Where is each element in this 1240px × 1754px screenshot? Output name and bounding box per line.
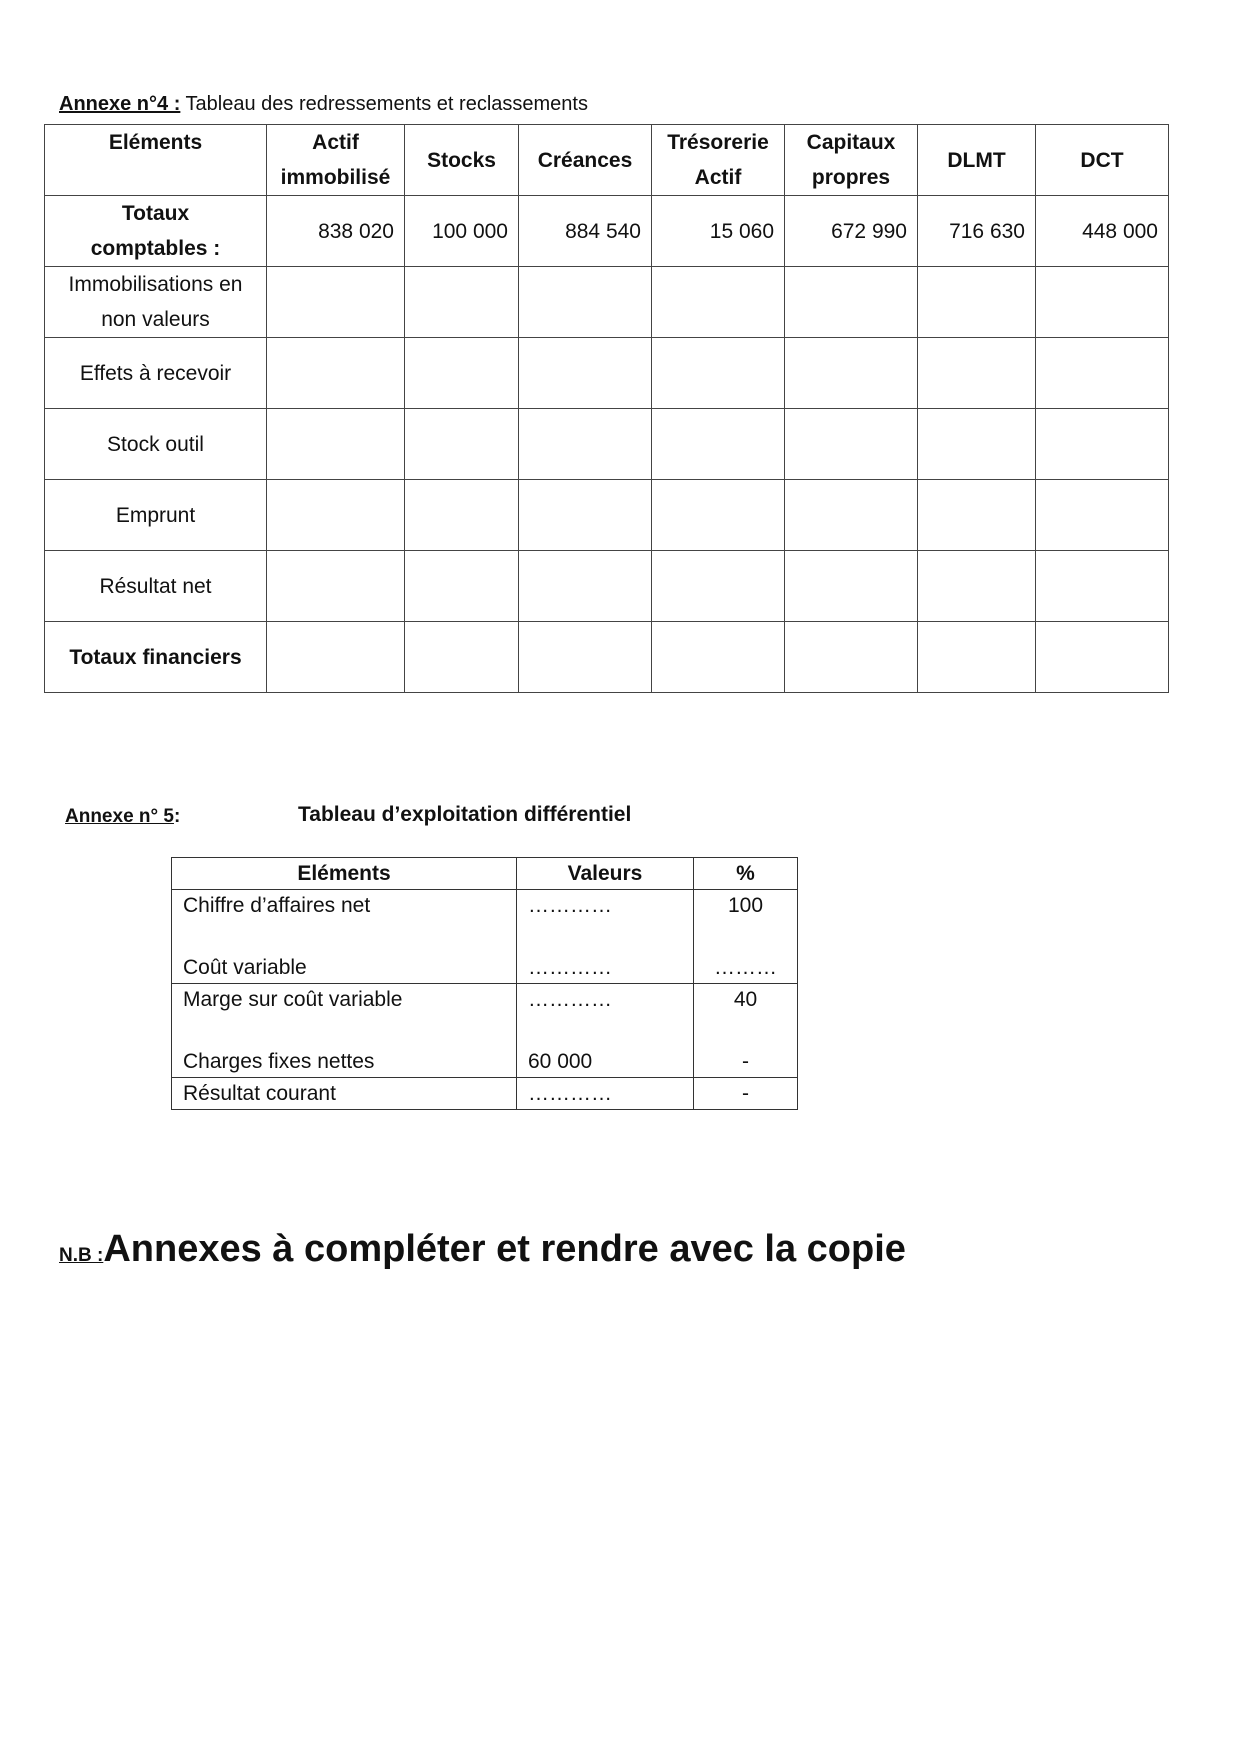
empty-cell [519,622,652,693]
pct-text: 40 [733,988,758,1011]
header-valeurs: Valeurs [517,858,694,890]
empty-cell [519,551,652,622]
valeur-text: ………… [528,956,612,979]
row-label-totaux-comptables: Totaux comptables : [45,196,267,267]
empty-cell [267,622,405,693]
empty-cell [918,338,1036,409]
empty-cell [519,480,652,551]
pct-text: ……… [714,956,777,979]
row-label: Résultat net [45,551,267,622]
element-label: Résultat courant [172,1078,517,1110]
empty-cell [405,409,519,480]
valeur-text: ………… [528,988,612,1011]
element-label: Charges fixes nettes [183,1050,375,1073]
header-elements: Eléments [172,858,517,890]
nb-note [59,1228,906,1271]
table-row [45,196,1169,267]
table-row [172,1078,798,1110]
annexe5-title: Tableau d’exploitation différentiel [298,803,632,826]
annexe4-label: Annexe n°4 : [59,93,181,115]
annexe5-label-wrap [65,806,180,828]
header-creances: Créances [519,125,652,196]
empty-cell [785,622,918,693]
empty-cell [267,267,405,338]
valeur-text: ………… [528,894,612,917]
header-stocks: Stocks [405,125,519,196]
empty-cell [1036,267,1169,338]
empty-cell [652,480,785,551]
exploitation-table [171,857,798,1110]
row-label: Immobilisations en non valeurs [45,267,267,338]
table-header-row [172,858,798,890]
table-row [45,267,1169,338]
empty-cell [652,551,785,622]
empty-cell [785,551,918,622]
pct-text: - [694,1078,798,1110]
header-capitaux-propres: Capitaux propres [785,125,918,196]
cell-value: 838 020 [267,196,405,267]
empty-cell [1036,480,1169,551]
annexe4-heading [59,93,588,116]
cell-value: 672 990 [785,196,918,267]
empty-cell [1036,551,1169,622]
empty-cell [267,338,405,409]
table-row [45,480,1169,551]
empty-cell [405,551,519,622]
row-label-totaux-financiers: Totaux financiers [45,622,267,693]
row-label: Emprunt [45,480,267,551]
empty-cell [519,338,652,409]
table-row [45,551,1169,622]
empty-cell [519,409,652,480]
valeur-text: ………… [517,1078,694,1110]
empty-cell [267,409,405,480]
valeur-cell [517,984,694,1078]
empty-cell [918,622,1036,693]
nb-text: Annexes à compléter et rendre avec la copie [103,1228,906,1270]
row-label: Stock outil [45,409,267,480]
empty-cell [267,551,405,622]
element-cell [172,984,517,1078]
empty-cell [405,622,519,693]
empty-cell [405,338,519,409]
header-elements: Eléments [45,125,267,196]
header-percent: % [694,858,798,890]
table-row [45,338,1169,409]
pct-text: 100 [727,894,764,917]
table-row [172,890,798,984]
table-row [45,622,1169,693]
element-label: Marge sur coût variable [183,988,403,1011]
annexe4-title: Tableau des redressements et reclassements [180,93,588,115]
empty-cell [785,480,918,551]
cell-value: 884 540 [519,196,652,267]
header-dct: DCT [1036,125,1169,196]
redressements-table [44,124,1169,693]
empty-cell [785,338,918,409]
empty-cell [652,338,785,409]
empty-cell [652,267,785,338]
empty-cell [405,480,519,551]
header-tresorerie-actif: Trésorerie Actif [652,125,785,196]
table-header-row [45,125,1169,196]
header-actif-immobilise: Actif immobilisé [267,125,405,196]
empty-cell [267,480,405,551]
cell-value: 15 060 [652,196,785,267]
empty-cell [652,409,785,480]
pct-cell [694,890,798,984]
empty-cell [519,267,652,338]
element-label: Chiffre d’affaires net [183,894,371,917]
element-cell [172,890,517,984]
empty-cell [1036,338,1169,409]
pct-cell [694,984,798,1078]
empty-cell [405,267,519,338]
cell-value: 448 000 [1036,196,1169,267]
empty-cell [1036,622,1169,693]
empty-cell [918,480,1036,551]
table-row [172,984,798,1078]
pct-text: - [742,1050,749,1073]
cell-value: 716 630 [918,196,1036,267]
nb-label: N.B : [59,1245,104,1266]
valeur-text: 60 000 [528,1050,593,1073]
empty-cell [918,267,1036,338]
row-label: Effets à recevoir [45,338,267,409]
annexe5-label: Annexe n° 5 [65,806,174,827]
empty-cell [652,622,785,693]
header-dlmt: DLMT [918,125,1036,196]
table-row [45,409,1169,480]
empty-cell [785,267,918,338]
empty-cell [1036,409,1169,480]
empty-cell [918,409,1036,480]
valeur-cell [517,890,694,984]
annexe5-colon: : [173,806,181,827]
cell-value: 100 000 [405,196,519,267]
element-label: Coût variable [183,956,307,979]
empty-cell [918,551,1036,622]
empty-cell [785,409,918,480]
